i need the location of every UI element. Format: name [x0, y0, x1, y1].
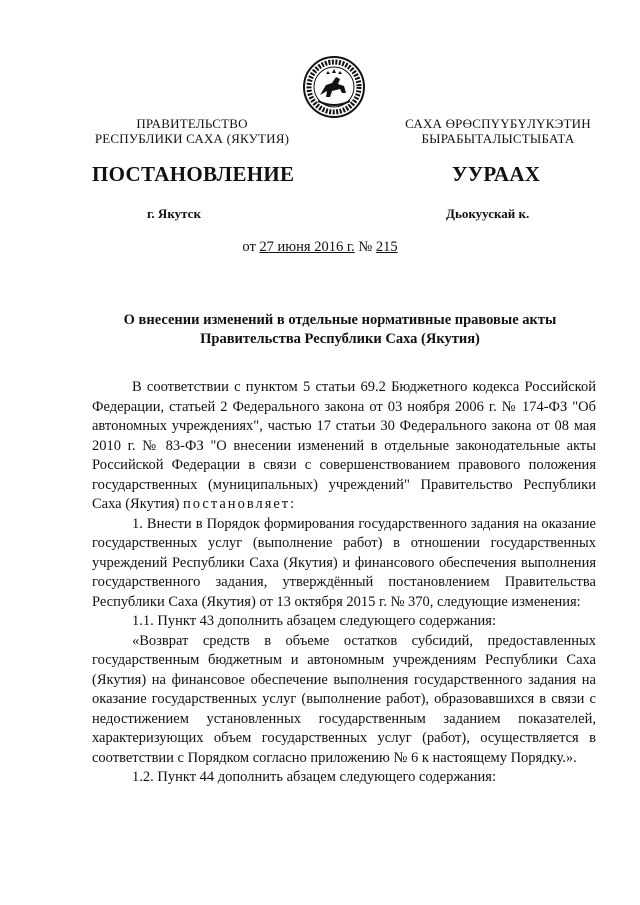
org-line: РЕСПУБЛИКИ САХА (ЯКУТИЯ) — [94, 131, 290, 146]
document-title — [90, 311, 590, 349]
doc-type-sakha: УУРААХ — [452, 162, 541, 186]
number-label: № — [354, 239, 376, 255]
document-number: 215 — [375, 239, 398, 255]
doc-type-ru: ПОСТАНОВЛЕНИЕ — [92, 162, 295, 186]
city-sakha: Дьокуускай к. — [446, 206, 530, 221]
document-date: 27 июня 2016 г. — [259, 239, 355, 255]
government-name-sakha — [378, 116, 618, 146]
title-line: Правительства Республики Саха (Якутия) — [200, 331, 480, 347]
date-prefix: от — [242, 239, 260, 255]
resolve-word: постановляет: — [183, 496, 297, 512]
document-body — [92, 378, 596, 788]
date-number-line — [0, 239, 640, 256]
item-1-2-paragraph: 1.2. Пункт 44 дополнить абзацем следующего содержания: — [132, 769, 496, 785]
city-ru: г. Якутск — [147, 206, 201, 221]
title-line: О внесении изменений в отдельные нормативные правовые акты — [123, 312, 557, 328]
org-line: БЫРАБЫТАЛЫСТЫБАТА — [421, 131, 575, 146]
government-name-ru — [72, 116, 312, 146]
item-1-paragraph: 1. Внести в Порядок формирования государственного задания на оказание государственных услуг (выполнение работ) в отношении государственных учреждений Республики Саха (Якутия) и финансового обеспечения выполнения государственного задания, утверждённый постановлением Правительства Республики Саха (Якутия) от 13 октября 2015 г. № 370, следующие изменения: — [92, 515, 596, 610]
quote-paragraph: «Возврат средств в объеме остатков субсидий, предоставленных государственным бюджетным и автономным учреждениям Республики Саха (Якутия) на финансовое обеспечение выполнения государственного задания на оказание государственных услуг (выполнение работ), образовавшихся в связи с недостижением установленных государственным заданием показателей, характеризующих объем государственных услуг (работ), осуществляется в соответствии с Порядком согласно приложению № 6 к настоящему Порядку.». — [92, 632, 596, 766]
preamble-paragraph — [92, 378, 596, 515]
preamble-text: В соответствии с пунктом 5 статьи 69.2 Бюджетного кодекса Российской Федерации, статьей 2 Федерального закона от 03 ноября 2006 г. № 174-ФЗ "Об автономных учреждениях", частью 17 статьи 30 Федерального закона от 08 мая 2010 г. № 83-ФЗ "О внесении изменений в отдельные законодательные акты Российской Федерации в связи с совершенствованием правового положения государственных (муниципальных) учреждений" Правительство Республики Саха (Якутия) — [92, 379, 596, 512]
org-line: САХА ӨРӨСПҮҮБҮЛҮКЭТИН — [405, 116, 591, 131]
item-1-1-paragraph: 1.1. Пункт 43 дополнить абзацем следующего содержания: — [132, 613, 496, 629]
org-line: ПРАВИТЕЛЬСТВО — [136, 116, 248, 131]
coat-of-arms-emblem-icon — [302, 55, 366, 119]
